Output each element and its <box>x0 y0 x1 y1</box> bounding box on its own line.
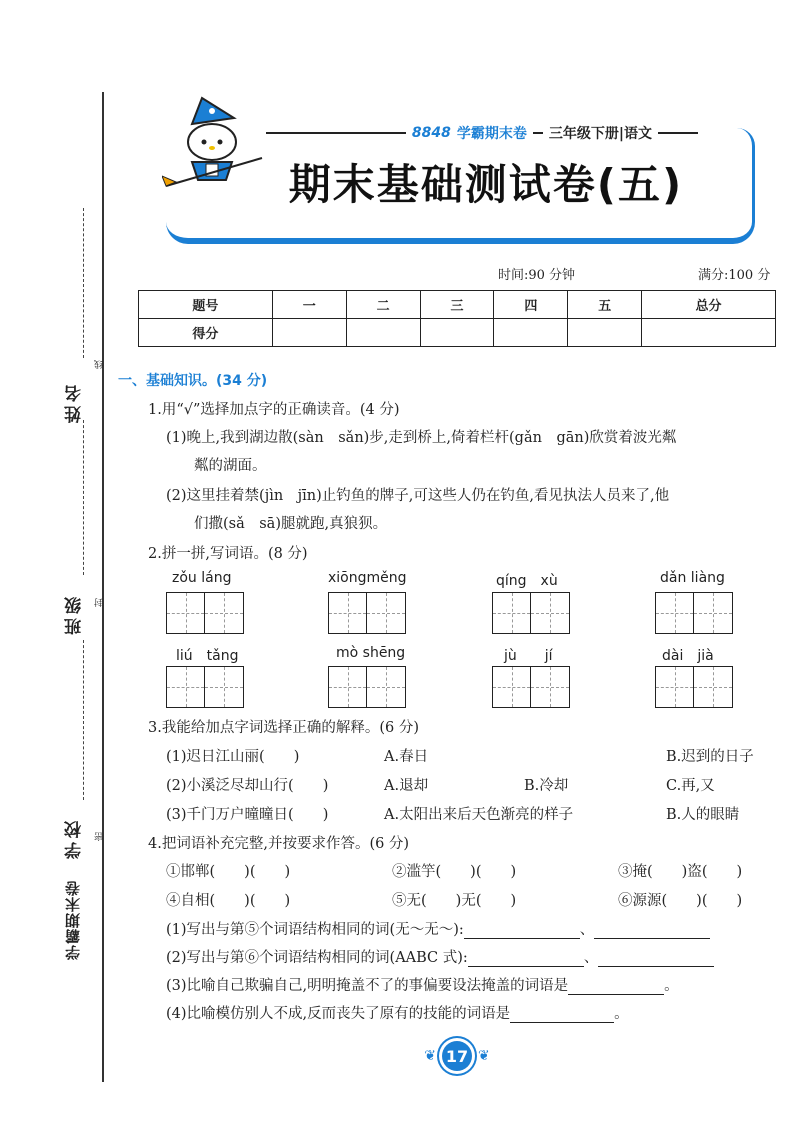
table-cell: 五 <box>568 291 642 319</box>
writing-grid[interactable] <box>655 592 733 634</box>
writing-grid[interactable] <box>328 592 406 634</box>
question-stem: 2.拼一拼,写词语。(8 分) <box>148 546 308 562</box>
cut-mark: 封 <box>95 598 105 607</box>
option-question: (3)千门万户曈曈日( ) <box>166 807 329 823</box>
pinyin: zǒu láng <box>172 570 232 586</box>
dashed-cut-line <box>83 420 84 575</box>
question-stem: 3.我能给加点字词选择正确的解释。(6 分) <box>148 720 419 736</box>
answer-blank[interactable] <box>598 966 714 967</box>
pinyin: xiōngměng <box>328 570 407 586</box>
question-stem: 1.用“√”选择加点字的正确读音。(4 分) <box>148 402 400 418</box>
score-table <box>138 290 776 347</box>
score-input-cell[interactable] <box>346 319 420 347</box>
answer-blank[interactable] <box>594 938 710 939</box>
question-sentence: 粼的湖面。 <box>194 458 267 474</box>
question-sentence: (1)晚上,我到湖边散(sàn sǎn)步,走到桥上,倚着栏杆(gǎn gān)欣赏着波光粼 <box>166 430 677 446</box>
page-footer <box>398 1042 516 1070</box>
section-title: 一、基础知识。(34 分) <box>118 373 268 389</box>
table-cell: 总分 <box>642 291 776 319</box>
prompt-text: (3)比喻自己欺骗自己,明明掩盖不了的事偏要设法掩盖的词语是 <box>166 978 569 994</box>
class-label: 班级 <box>65 593 85 635</box>
brand-label: 学霸期末卷 <box>64 880 82 960</box>
writing-grid[interactable] <box>655 666 733 708</box>
binding-line <box>102 92 104 1082</box>
score-input-cell[interactable] <box>420 319 494 347</box>
option[interactable]: B.冷却 <box>524 778 569 794</box>
period: 。 <box>664 978 679 994</box>
full-score: 满分:100 分 <box>698 268 771 283</box>
option[interactable]: C.再,又 <box>666 778 715 794</box>
score-input-cell[interactable] <box>568 319 642 347</box>
pinyin: dài jià <box>662 648 714 664</box>
page-number: 17 <box>442 1041 472 1071</box>
pinyin: jù jí <box>504 648 553 664</box>
option-question: (1)迟日江山丽( ) <box>166 749 300 765</box>
score-input-cell[interactable] <box>494 319 568 347</box>
answer-blank[interactable] <box>468 966 584 967</box>
prompt-text: (1)写出与第⑤个词语结构相同的词(无～无～): <box>166 922 464 938</box>
option[interactable]: B.迟到的日子 <box>666 749 754 765</box>
score-input-cell[interactable] <box>642 319 776 347</box>
grade-subject: 三年级下册|语文 <box>548 126 652 142</box>
separator: 、 <box>583 950 599 966</box>
table-cell: 一 <box>272 291 346 319</box>
table-row <box>139 319 776 347</box>
idiom-fill[interactable]: ③掩( )盗( ) <box>618 864 743 880</box>
option[interactable]: B.人的眼睛 <box>666 807 740 823</box>
question-sentence: (2)这里挂着禁(jìn jīn)止钓鱼的牌子,可这些人仍在钓鱼,看见执法人员来了,他 <box>166 488 670 504</box>
answer-blank[interactable] <box>510 1022 614 1023</box>
prompt-line <box>166 1002 629 1023</box>
prompt-line <box>166 974 679 995</box>
idiom-fill[interactable]: ②滥竽( )( ) <box>392 864 517 880</box>
brand-name: 学霸期末卷 <box>456 126 527 142</box>
dashed-cut-line <box>83 208 84 358</box>
cut-mark: 密 <box>95 832 105 841</box>
name-label: 姓名 <box>65 381 85 423</box>
pinyin: liú tǎng <box>176 648 239 664</box>
option[interactable]: A.太阳出来后天色渐亮的样子 <box>384 807 574 823</box>
pinyin: dǎn liàng <box>660 570 725 586</box>
prompt-text: (4)比喻模仿别人不成,反而丧失了原有的技能的词语是 <box>166 1006 511 1022</box>
page-title: 期末基础测试卷(五) <box>288 160 684 209</box>
idiom-fill[interactable]: ①邯郸( )( ) <box>166 864 291 880</box>
idiom-fill[interactable]: ⑤无( )无( ) <box>392 893 517 909</box>
option[interactable]: A.退却 <box>384 778 429 794</box>
leaf-icon: ❦ <box>478 1048 490 1064</box>
pinyin: mò shēng <box>336 645 406 661</box>
idiom-fill[interactable]: ④自相( )( ) <box>166 893 291 909</box>
option[interactable]: A.春日 <box>384 749 429 765</box>
writing-grid[interactable] <box>166 592 244 634</box>
idiom-fill[interactable]: ⑥源源( )( ) <box>618 893 743 909</box>
dashed-cut-line <box>83 640 84 800</box>
prompt-line <box>166 946 714 967</box>
table-cell: 三 <box>420 291 494 319</box>
answer-blank[interactable] <box>568 994 664 995</box>
option-question: (2)小溪泛尽却山行( ) <box>166 778 329 794</box>
writing-grid[interactable] <box>166 666 244 708</box>
table-cell: 题号 <box>139 291 273 319</box>
exam-time: 时间:90 分钟 <box>498 268 576 283</box>
answer-blank[interactable] <box>464 938 580 939</box>
question-stem: 4.把词语补充完整,并按要求作答。(6 分) <box>148 836 410 852</box>
school-label: 学校 <box>65 817 85 859</box>
writing-grid[interactable] <box>328 666 406 708</box>
separator: 、 <box>579 922 595 938</box>
pinyin: qíng xù <box>496 573 558 589</box>
table-cell: 得分 <box>139 319 273 347</box>
brand-tag <box>266 124 698 142</box>
prompt-line <box>166 918 710 939</box>
writing-grid[interactable] <box>492 592 570 634</box>
cut-mark: 线 <box>95 360 105 369</box>
leaf-icon: ❦ <box>424 1048 436 1064</box>
table-row <box>139 291 776 319</box>
table-cell: 四 <box>494 291 568 319</box>
writing-grid[interactable] <box>492 666 570 708</box>
question-sentence: 们撒(sǎ sā)腿就跑,真狼狈。 <box>194 516 388 532</box>
period: 。 <box>614 1006 629 1022</box>
brand-number: 8848 <box>411 125 451 141</box>
table-cell: 二 <box>346 291 420 319</box>
prompt-text: (2)写出与第⑥个词语结构相同的词(AABC 式): <box>166 950 468 966</box>
score-input-cell[interactable] <box>272 319 346 347</box>
